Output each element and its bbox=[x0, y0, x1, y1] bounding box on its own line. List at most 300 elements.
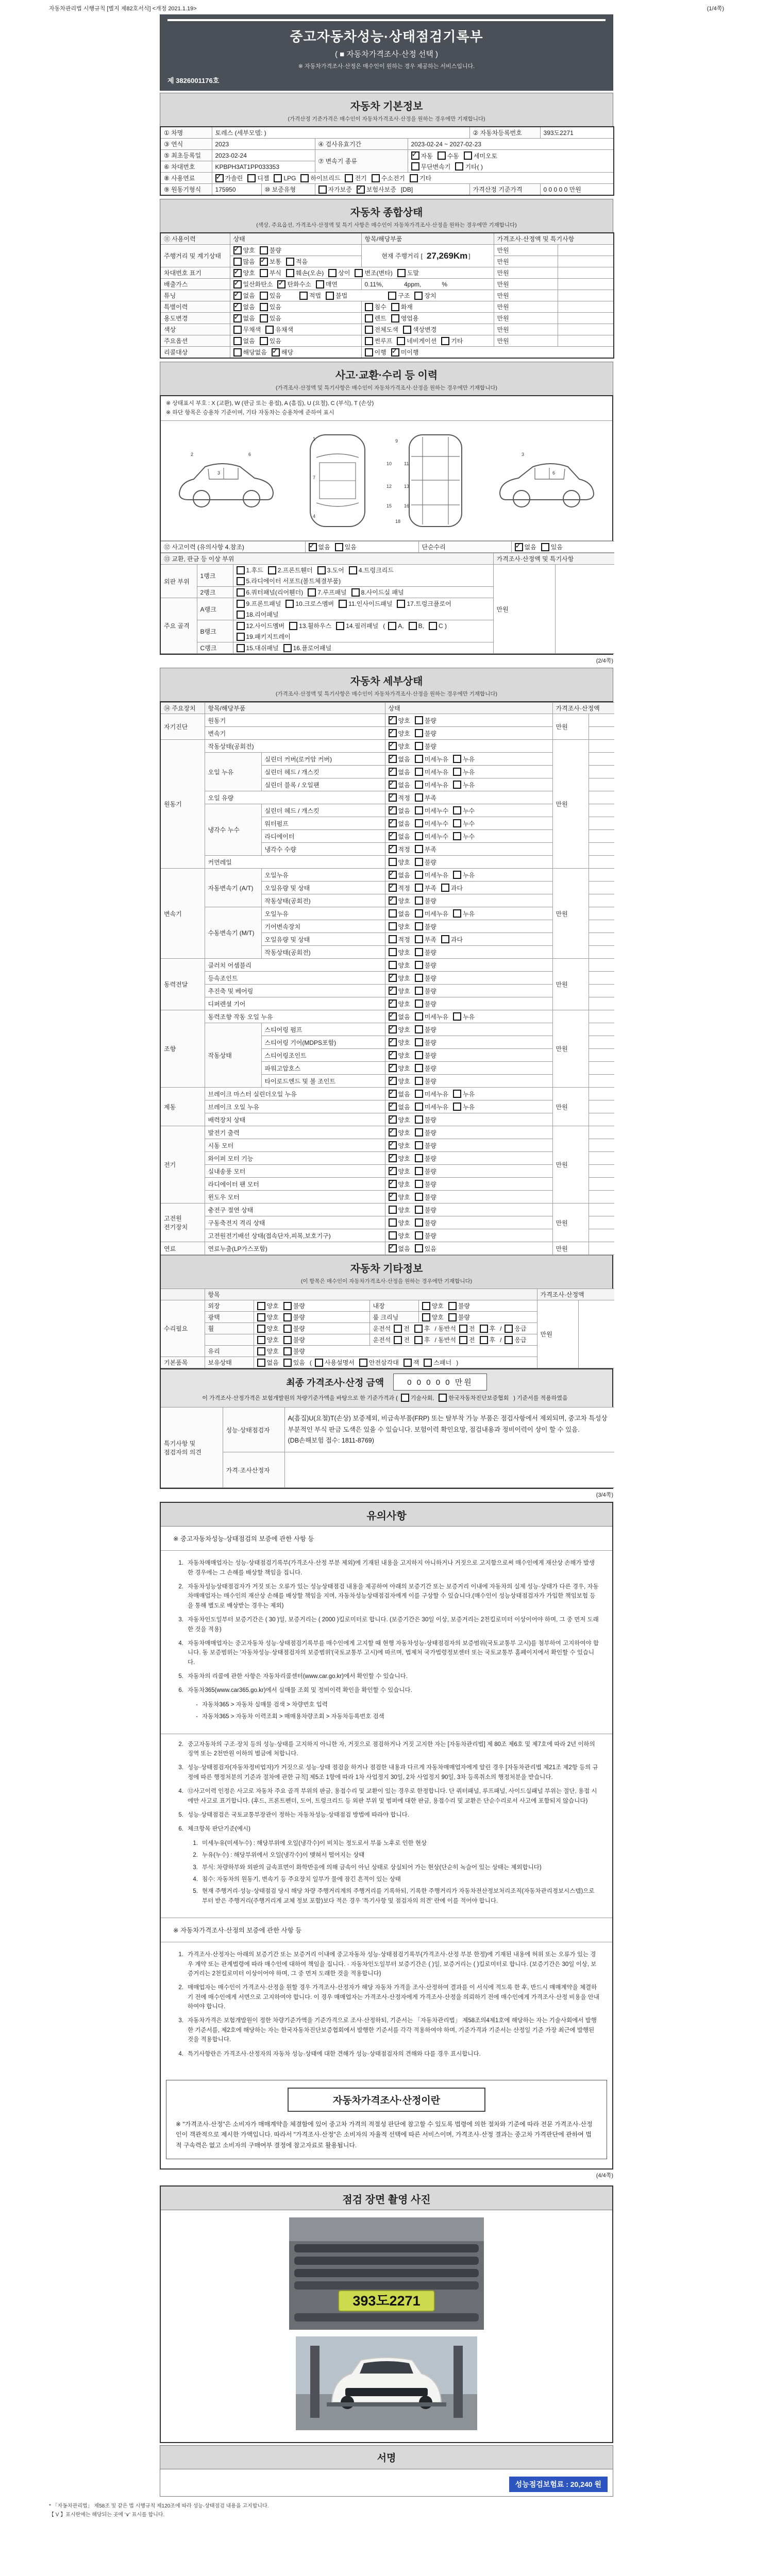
photo-title: 점검 장면 촬영 사진 bbox=[342, 2194, 431, 2206]
checkbox-unchecked-icon bbox=[283, 644, 292, 652]
checkbox-unchecked-icon bbox=[415, 845, 423, 853]
inline-text: ( bbox=[383, 622, 385, 630]
overall-subtitle: (색상, 주요옵션, 가격조사·산정액 및 특기 사항은 매수인이 자동차가격조사·산정을 원하는 경우에만 기재합니다) bbox=[256, 222, 517, 228]
check-label: 6.쿼터패널(리어휀더) bbox=[246, 589, 304, 597]
checkbox-unchecked-icon bbox=[415, 806, 423, 815]
check-option bbox=[415, 896, 436, 905]
document-title: 중고자동차성능·상태점검기록부 bbox=[290, 29, 483, 44]
notice-item-number: 6. bbox=[178, 1687, 183, 1694]
check-option bbox=[277, 280, 311, 289]
check-label: 없음 bbox=[398, 807, 410, 815]
room-cleaning-checks bbox=[418, 1312, 537, 1323]
color-checks bbox=[230, 324, 361, 335]
diagram-part-number: 10 bbox=[386, 461, 392, 467]
notice-item-text: 침수: 자동차의 원동기, 변속기 등 주요장치 일부가 물에 잠긴 흔적이 있는 상태 bbox=[202, 1876, 401, 1883]
vin-value: KPBPH3AT1PP033353 bbox=[212, 161, 315, 173]
checkbox-unchecked-icon bbox=[391, 314, 399, 323]
overall-title: 자동차 종합상태 bbox=[350, 207, 423, 218]
check-label: 보험사보증 bbox=[366, 186, 396, 193]
checkbox-unchecked-icon bbox=[453, 768, 461, 776]
check-option bbox=[389, 819, 410, 828]
check-label: 응급 bbox=[514, 1336, 527, 1344]
inline-text: ( bbox=[309, 1359, 312, 1366]
item-label: 동력조향 작동 오일 누유 bbox=[205, 1010, 385, 1023]
check-label: 적정 bbox=[398, 845, 410, 853]
check-label: 미세누수 bbox=[424, 833, 449, 840]
field-label: 가격산정 기준가격 bbox=[469, 184, 540, 196]
check-option bbox=[391, 314, 419, 323]
check-option bbox=[233, 336, 255, 345]
checkbox-unchecked-icon bbox=[422, 1313, 430, 1321]
checkbox-checked-icon bbox=[389, 884, 397, 892]
emission-checks bbox=[230, 279, 361, 290]
col-header: 가격조사·산정액 bbox=[537, 1289, 614, 1300]
checkbox-checked-icon bbox=[389, 1193, 397, 1201]
note-cell bbox=[589, 1126, 614, 1139]
inline-text: ) bbox=[456, 1359, 459, 1366]
diagram-part-number: 6 bbox=[552, 470, 556, 476]
status-checks bbox=[385, 1204, 552, 1216]
table-header-row bbox=[161, 1289, 614, 1300]
check-label: 1.후드 bbox=[246, 567, 263, 574]
checkbox-unchecked-icon bbox=[389, 1206, 397, 1214]
checkbox-unchecked-icon bbox=[415, 858, 423, 866]
check-label: 없음 bbox=[398, 833, 410, 840]
note-cell bbox=[558, 324, 614, 335]
checkbox-checked-icon bbox=[389, 896, 397, 905]
checkbox-unchecked-icon bbox=[394, 1325, 402, 1333]
check-label: 양호 bbox=[398, 1026, 410, 1033]
price-cell: 만원 bbox=[494, 267, 558, 279]
status-checks bbox=[385, 830, 552, 843]
checkbox-unchecked-icon bbox=[397, 337, 405, 345]
check-label: 누수 bbox=[463, 820, 475, 827]
check-option bbox=[415, 1064, 436, 1073]
table-row bbox=[161, 727, 614, 740]
sub-group-label: 냉각수 누수 bbox=[205, 804, 261, 856]
check-option bbox=[414, 1324, 430, 1333]
notice-item-text: 미세누유(미세누수) : 해당부위에 오일(냉각수)이 비치는 정도로서 부품 노후로 인한 현상 bbox=[202, 1840, 427, 1846]
table-row bbox=[161, 565, 614, 587]
check-label: 적정 bbox=[398, 936, 410, 943]
checkbox-unchecked-icon bbox=[414, 1325, 423, 1333]
check-label: 이행 bbox=[374, 349, 386, 356]
check-option bbox=[286, 257, 308, 266]
check-label: 없음 bbox=[398, 820, 410, 827]
check-label: 3.도어 bbox=[327, 567, 344, 574]
check-option bbox=[389, 1103, 410, 1111]
row-label: 성능·상태점검자 bbox=[223, 1408, 284, 1452]
check-label: 불량 bbox=[424, 1077, 436, 1085]
item-label: 클러치 어셈블리 bbox=[205, 959, 385, 972]
diagram-part-number: 16 bbox=[404, 503, 410, 509]
check-option bbox=[415, 1141, 436, 1150]
note-cell bbox=[589, 894, 614, 907]
check-label: 양호 bbox=[266, 1348, 279, 1355]
check-label: 양호 bbox=[266, 1325, 279, 1333]
rank-label: 2랭크 bbox=[197, 587, 233, 598]
check-option bbox=[455, 162, 483, 171]
checkbox-checked-icon bbox=[389, 1141, 397, 1149]
note-cell bbox=[589, 1075, 614, 1088]
basic-info-header bbox=[160, 93, 613, 126]
checkbox-unchecked-icon bbox=[453, 1103, 461, 1111]
check-option bbox=[389, 909, 410, 918]
check-label: 기타 bbox=[419, 175, 432, 182]
check-option bbox=[268, 566, 313, 574]
table-row bbox=[161, 1023, 614, 1036]
check-label: 없음 bbox=[398, 871, 410, 879]
check-label: 있음 bbox=[293, 1359, 305, 1367]
row-label: 외장 bbox=[205, 1300, 254, 1312]
check-label: 구조 bbox=[398, 292, 410, 299]
status-checks bbox=[385, 1100, 552, 1113]
check-label: 있음 bbox=[424, 1245, 436, 1252]
checkbox-unchecked-icon bbox=[453, 755, 461, 763]
group-label: 기본품목 bbox=[161, 1357, 205, 1368]
check-option bbox=[464, 151, 497, 160]
checkbox-checked-icon bbox=[357, 185, 365, 194]
checkbox-checked-icon bbox=[389, 1128, 397, 1137]
checkbox-unchecked-icon bbox=[415, 1064, 423, 1072]
check-label: 불법 bbox=[335, 292, 348, 299]
check-option bbox=[233, 268, 255, 277]
document-page bbox=[49, 0, 724, 2519]
check-option bbox=[389, 948, 410, 957]
check-label: 양호 bbox=[431, 1314, 444, 1321]
checkbox-unchecked-icon bbox=[429, 622, 437, 630]
special-history-items bbox=[361, 301, 494, 313]
notice-item-text: 자동차의 리콜에 관한 사항은 자동차리콜센터(www.car.go.kr)에서 확인할 수 있습니다. bbox=[188, 1673, 408, 1680]
check-option bbox=[459, 1335, 475, 1344]
checkbox-unchecked-icon bbox=[283, 1359, 292, 1367]
check-option bbox=[415, 819, 448, 828]
check-option bbox=[439, 1394, 509, 1402]
check-label: 양호 bbox=[398, 1155, 410, 1162]
check-option bbox=[415, 987, 436, 995]
table-row bbox=[161, 856, 614, 869]
footer-line-1: * 「자동차관리법」 제58조 및 같은 법 시행규칙 제120조에 따라 성능·상태점검 내용을 고지합니다. bbox=[49, 2503, 269, 2510]
note-cell bbox=[589, 1010, 614, 1023]
check-label: 15.대쉬패널 bbox=[246, 645, 279, 652]
accident-title: 사고·교환·수리 등 이력 bbox=[335, 370, 438, 381]
table-row bbox=[161, 804, 614, 817]
check-option bbox=[237, 610, 279, 619]
check-option bbox=[415, 1103, 448, 1111]
check-label: 양호 bbox=[266, 1302, 279, 1310]
notice-item-number: 1. bbox=[178, 1952, 183, 1958]
checkbox-unchecked-icon bbox=[315, 1359, 323, 1367]
checkbox-unchecked-icon bbox=[260, 314, 268, 323]
checkbox-checked-icon bbox=[389, 755, 397, 763]
check-label: 양호 bbox=[398, 730, 410, 737]
check-option bbox=[453, 1103, 475, 1111]
checkbox-unchecked-icon bbox=[505, 1336, 513, 1344]
checkbox-unchecked-icon bbox=[318, 185, 327, 194]
status-checks bbox=[385, 778, 552, 791]
notice-item-text: 가격조사·산정자는 아래의 보증기간 또는 보증거리 이내에 중고자동차 성능·상태점검기록부(가격조사·산정 부분 한정)에 기재된 내용에 허위 또는 오류가 있는 경우 계약 또는 관계법령에 따라 매수인에 대하여 책임을 집니다. · 자동차인도일부터 보증기간은 ( )일, 보증거리는 ( )킬로미터로 합니다. (보증기간은 30일 이상, 보증거리는 2천킬로미터 이상이어야 하며, 그 중 먼저 도래한 것을 적용합니다) bbox=[188, 1952, 597, 1977]
checkbox-unchecked-icon bbox=[453, 1090, 461, 1098]
check-label: 화재 bbox=[400, 303, 413, 311]
checkbox-unchecked-icon bbox=[283, 1302, 292, 1310]
final-price-row bbox=[161, 1368, 612, 1407]
checkbox-unchecked-icon bbox=[415, 1244, 423, 1252]
price-cell: 만원 bbox=[494, 290, 558, 301]
diagram-part-number: 15 bbox=[386, 503, 392, 509]
check-label: 부족 bbox=[424, 845, 436, 853]
check-option bbox=[389, 961, 410, 970]
notice-item-text: 현재 주행거리·성능·상태점검 당시 해당 차량 주행거리계의 주행거리를 기록하되, 기록한 주행거리가 자동차전산정보처리조직(자동차관리정보시스템)으로부터 받은 주행거리(주행거리계 교체 정보 포함)보다 적은 경우 '특기사항 및 점검자의 의견' 란에 이를 적어야 합니다. bbox=[202, 1888, 595, 1904]
check-option bbox=[394, 1335, 410, 1344]
table-row bbox=[161, 1408, 614, 1452]
checkbox-unchecked-icon bbox=[415, 1193, 423, 1201]
rank-label: B랭크 bbox=[197, 620, 233, 642]
check-label: 기타 bbox=[451, 337, 463, 345]
inspection-photo-lift bbox=[296, 2336, 477, 2433]
check-option bbox=[415, 1115, 436, 1124]
check-option bbox=[415, 961, 436, 970]
note-cell bbox=[589, 869, 614, 882]
table-row bbox=[160, 150, 614, 161]
table-row bbox=[160, 290, 614, 301]
inline-text: ) 기준서를 적용하였음 bbox=[513, 1395, 568, 1402]
check-option bbox=[260, 336, 281, 345]
checkbox-unchecked-icon bbox=[289, 622, 297, 630]
check-option bbox=[389, 896, 410, 905]
check-label: 도말 bbox=[407, 269, 419, 277]
checkbox-unchecked-icon bbox=[389, 1231, 397, 1240]
checkbox-unchecked-icon bbox=[237, 622, 245, 630]
check-option bbox=[215, 174, 243, 182]
check-option bbox=[453, 781, 475, 789]
check-label: 침수 bbox=[374, 303, 386, 311]
check-option bbox=[415, 884, 436, 892]
checkbox-unchecked-icon bbox=[448, 1313, 457, 1321]
checkbox-unchecked-icon bbox=[480, 1325, 488, 1333]
check-label: 누유 bbox=[463, 871, 475, 879]
diagram-part-number: 3 bbox=[522, 452, 525, 457]
checkbox-unchecked-icon bbox=[464, 151, 472, 160]
checkbox-unchecked-icon bbox=[415, 1180, 423, 1188]
checkbox-unchecked-icon bbox=[237, 633, 245, 641]
usage-change-items bbox=[361, 313, 494, 324]
status-checks bbox=[385, 1062, 552, 1075]
check-option bbox=[233, 302, 255, 311]
etc-header bbox=[161, 1255, 612, 1289]
check-option bbox=[283, 643, 332, 652]
field-label: ⑥ 차대번호 bbox=[160, 161, 212, 173]
wheel-checks bbox=[254, 1323, 369, 1334]
check-option bbox=[309, 543, 330, 551]
check-option bbox=[415, 922, 436, 931]
checkbox-unchecked-icon bbox=[415, 884, 423, 892]
table-row bbox=[161, 1010, 614, 1023]
rank2-checks bbox=[233, 587, 493, 598]
checkbox-unchecked-icon bbox=[365, 303, 373, 311]
check-label: 양호 bbox=[398, 1142, 410, 1149]
check-option bbox=[415, 1038, 436, 1047]
check-option bbox=[415, 832, 448, 841]
notice-sec2-title: ※ 자동차가격조사·산정의 보증에 관한 사항 등 bbox=[161, 1918, 612, 1942]
check-label: 있음 bbox=[269, 303, 281, 311]
price-cell: 만원 bbox=[552, 1242, 589, 1255]
checkbox-unchecked-icon bbox=[480, 1336, 488, 1344]
check-option bbox=[336, 621, 378, 630]
item-label: 워터펌프 bbox=[261, 817, 385, 830]
check-option bbox=[415, 948, 436, 957]
checkbox-unchecked-icon bbox=[453, 819, 461, 827]
checkbox-checked-icon bbox=[389, 1244, 397, 1252]
row-label: 가격·조사산정자 bbox=[223, 1452, 284, 1488]
check-option bbox=[389, 1077, 410, 1086]
check-label: 전 bbox=[404, 1336, 410, 1344]
status-checks bbox=[385, 894, 552, 907]
checkbox-unchecked-icon bbox=[415, 755, 423, 763]
check-label: 8.사이드실 패널 bbox=[361, 589, 404, 597]
checkbox-checked-icon bbox=[389, 871, 397, 879]
field-label: ④ 검사유효기간 bbox=[315, 139, 408, 150]
check-label: 9.프론트패널 bbox=[246, 600, 281, 608]
page-mark-1: (1/4쪽) bbox=[707, 6, 724, 12]
check-option bbox=[260, 268, 281, 277]
item-label: 작동상태(공회전) bbox=[261, 946, 385, 959]
checkbox-unchecked-icon bbox=[415, 974, 423, 982]
table-row bbox=[160, 313, 614, 324]
status-checks bbox=[385, 1049, 552, 1062]
checkbox-unchecked-icon bbox=[237, 611, 245, 619]
checkbox-unchecked-icon bbox=[415, 871, 423, 879]
checkbox-unchecked-icon bbox=[415, 948, 423, 956]
item-label: 추진축 및 베어링 bbox=[205, 985, 385, 997]
check-label: 전 bbox=[404, 1325, 410, 1333]
check-option bbox=[414, 291, 436, 300]
checkbox-unchecked-icon bbox=[404, 1359, 412, 1367]
checkbox-checked-icon bbox=[389, 768, 397, 776]
check-option bbox=[505, 1335, 526, 1344]
table-row bbox=[161, 1126, 614, 1139]
check-label: 있음 bbox=[269, 337, 281, 345]
check-label: 자가보증 bbox=[328, 186, 352, 193]
check-label: 양호 bbox=[398, 1232, 410, 1240]
check-option bbox=[415, 1167, 436, 1176]
check-option bbox=[365, 336, 393, 345]
sign-area bbox=[160, 2469, 613, 2497]
notice-item-number: 6. bbox=[178, 1826, 183, 1833]
checkbox-unchecked-icon bbox=[308, 588, 316, 597]
transmission-checks bbox=[408, 150, 614, 173]
check-option bbox=[453, 909, 475, 918]
check-option bbox=[389, 1051, 410, 1060]
notice-list-1 bbox=[161, 1551, 612, 1733]
check-label: 기타( ) bbox=[465, 163, 483, 171]
check-label: 불량 bbox=[424, 717, 436, 724]
row-label: 내장 bbox=[369, 1300, 418, 1312]
row-label: 단순수리 bbox=[418, 541, 511, 553]
item-label: 타이로드엔드 및 볼 조인트 bbox=[261, 1075, 385, 1088]
table-row bbox=[161, 714, 614, 727]
check-option bbox=[389, 1115, 410, 1124]
check-label: 적법 bbox=[309, 292, 322, 299]
checkbox-unchecked-icon bbox=[448, 1302, 457, 1310]
notice-item-number: 5. bbox=[193, 1888, 198, 1895]
check-option bbox=[326, 291, 347, 300]
table-row bbox=[161, 1204, 614, 1216]
check-option bbox=[260, 302, 281, 311]
note-cell bbox=[558, 245, 614, 256]
device-group-label: 제동 bbox=[161, 1088, 205, 1126]
checkbox-unchecked-icon bbox=[317, 566, 326, 574]
item-label: 윈도우 모터 bbox=[205, 1191, 385, 1204]
check-label: 후 bbox=[489, 1336, 496, 1344]
item-label: 실린더 블록 / 오일팬 bbox=[261, 778, 385, 791]
row-label: 광택 bbox=[205, 1312, 254, 1323]
checkbox-checked-icon bbox=[389, 819, 397, 827]
checkbox-unchecked-icon bbox=[389, 922, 397, 930]
check-label: 유채색 bbox=[275, 326, 294, 333]
check-label: 있음 bbox=[269, 292, 281, 299]
row-label: 보유상태 bbox=[205, 1357, 254, 1368]
tire-checks bbox=[254, 1334, 369, 1346]
checkbox-unchecked-icon bbox=[233, 337, 242, 345]
status-checks bbox=[385, 869, 552, 882]
status-checks bbox=[385, 1178, 552, 1191]
diagram-part-number: 18 bbox=[395, 519, 401, 524]
check-label: 불량 bbox=[293, 1348, 305, 1355]
check-label: 해당없음 bbox=[243, 349, 267, 356]
vinmark-checks bbox=[230, 267, 494, 279]
check-option bbox=[260, 314, 281, 323]
check-label: 불량 bbox=[424, 1219, 436, 1227]
inline-text: 운전석 bbox=[373, 1325, 391, 1333]
check-option bbox=[233, 348, 267, 357]
note-cell bbox=[589, 740, 614, 753]
checkbox-unchecked-icon bbox=[389, 909, 397, 918]
page-mark-4: (4/4쪽) bbox=[596, 2173, 613, 2179]
check-label: 네비게이션 bbox=[407, 337, 437, 345]
check-label: 없음 bbox=[266, 1359, 279, 1367]
inline-text: / bbox=[500, 1336, 502, 1344]
check-label: 불량 bbox=[293, 1325, 305, 1333]
check-option bbox=[459, 1324, 475, 1333]
checkbox-unchecked-icon bbox=[283, 1313, 292, 1321]
notice-item-text: 자동차성능상태점검자가 거짓 또는 오류가 있는 성능상태점검 내용을 제공하여 아래의 보증기간 또는 보증거리 이내에 자동차의 실제 성능·상태가 다른 경우, 자동차매매업자는 매수인의 재산상 손해를 배상할 책임을 지며, 자동차성능상태점검자에게 이를 구상할 수 있습니다.(매수인이 성능상태점검자가 가입한 책임보험 등을 통해 별도로 배상받는 경우는 제외) bbox=[188, 1583, 599, 1609]
check-label: 양호 bbox=[398, 1000, 410, 1008]
check-option bbox=[389, 806, 410, 815]
checkbox-unchecked-icon bbox=[453, 781, 461, 789]
checkbox-unchecked-icon bbox=[316, 280, 324, 289]
checkbox-unchecked-icon bbox=[414, 292, 423, 300]
notice-item-number: 3. bbox=[178, 2018, 183, 2024]
notice-item-text: 자동차매매업자는 중고자동차 성능·상태점검기록부를 매수인에게 고지할 때 현행 자동차성능·상태점검자의 보증범위(국토교통부 고시)를 첨부하여 고지하여야 합니다. 동 보증범위는 '자동차성능·상태점검자의 보증범위'(국토교통부 고시)에 따르며, 법제처 국가법령정보센터 또는 국토교통부 홈페이지에서 확인할 수 있습니다. bbox=[188, 1640, 599, 1666]
note-cell bbox=[589, 804, 614, 817]
col-header: 가격조사·산정액 및 특기사항 bbox=[493, 553, 614, 565]
check-option bbox=[415, 716, 436, 725]
item-label: 스티어링조인트 bbox=[261, 1049, 385, 1062]
checkbox-unchecked-icon bbox=[283, 1336, 292, 1344]
status-checks bbox=[385, 1229, 552, 1242]
status-checks bbox=[385, 1165, 552, 1178]
checkbox-unchecked-icon bbox=[260, 246, 268, 255]
vehicle-diagram-side-left bbox=[173, 442, 279, 519]
title-box bbox=[160, 14, 613, 91]
note-cell bbox=[589, 714, 614, 727]
check-option bbox=[289, 621, 331, 630]
checkbox-unchecked-icon bbox=[389, 961, 397, 969]
notice-item-number: 4. bbox=[178, 1640, 183, 1647]
check-label: 양호 bbox=[398, 1206, 410, 1214]
check-option bbox=[339, 599, 392, 608]
notice-item bbox=[188, 1887, 600, 1906]
